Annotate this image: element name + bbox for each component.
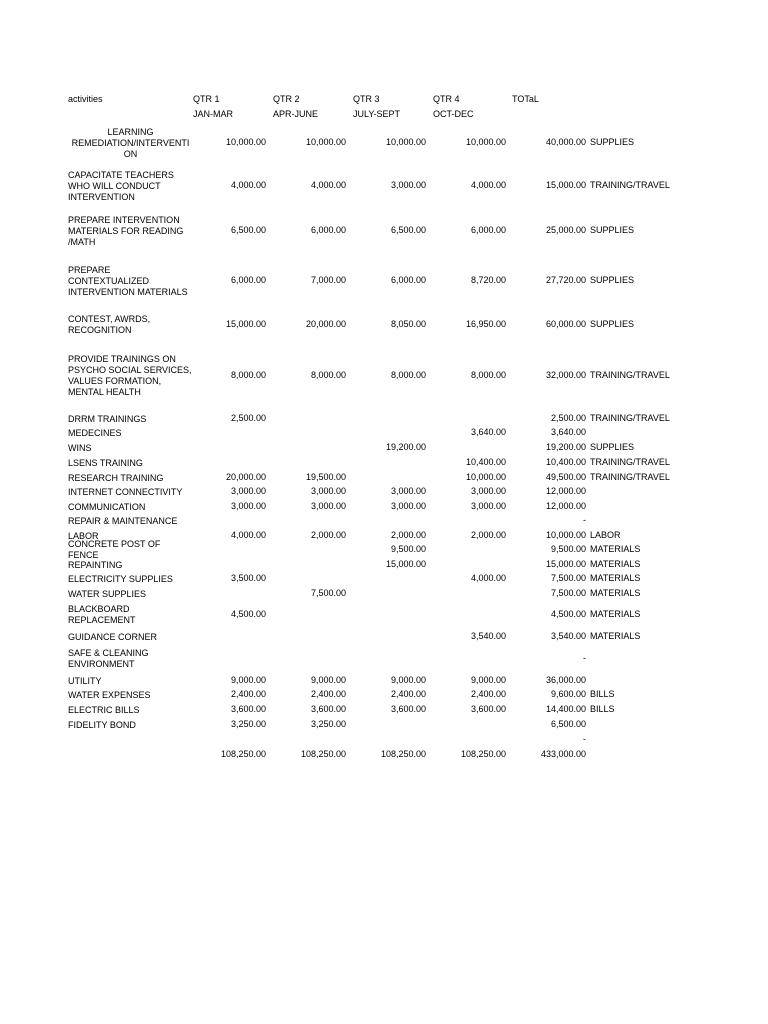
amount-q3: 6,500.00 bbox=[390, 225, 426, 235]
amount-q2: 7,500.00 bbox=[310, 588, 346, 598]
amount-q1: 4,000.00 bbox=[230, 530, 266, 540]
amount-q1: 6,500.00 bbox=[230, 225, 266, 235]
category-label: MATERIALS bbox=[590, 588, 641, 598]
amount-total: 6,500.00 bbox=[550, 719, 586, 729]
activity-label: CONCRETE POST OF FENCE bbox=[68, 539, 161, 560]
amount-q2: 4,000.00 bbox=[310, 180, 346, 190]
amount-q1: 20,000.00 bbox=[225, 472, 266, 482]
amount-q1: 15,000.00 bbox=[225, 319, 266, 329]
amount-q1: 2,400.00 bbox=[230, 689, 266, 699]
activity-label: GUIDANCE CORNER bbox=[68, 631, 158, 642]
category-label: LABOR bbox=[590, 530, 621, 540]
amount-q3: 8,000.00 bbox=[390, 370, 426, 380]
amount-q1: 4,500.00 bbox=[230, 609, 266, 619]
amount-q1: 4,000.00 bbox=[230, 180, 266, 190]
amount-total: 15,000.00 bbox=[545, 559, 586, 569]
amount-q2: 3,000.00 bbox=[310, 486, 346, 496]
amount-q3: 9,500.00 bbox=[390, 544, 426, 554]
category-label: MATERIALS bbox=[590, 559, 641, 569]
category-label: SUPPLIES bbox=[590, 275, 635, 285]
amount-total: 2,500.00 bbox=[550, 413, 586, 423]
amount-q2: 7,000.00 bbox=[310, 275, 346, 285]
amount-total: - bbox=[583, 515, 586, 525]
amount-q3: 3,600.00 bbox=[390, 704, 426, 714]
amount-q2: 10,000.00 bbox=[305, 137, 346, 147]
amount-q1: 9,000.00 bbox=[230, 675, 266, 685]
amount-q1: 2,500.00 bbox=[230, 413, 266, 423]
amount-q1: 8,000.00 bbox=[230, 370, 266, 380]
amount-q2: 8,000.00 bbox=[310, 370, 346, 380]
amount-q3: 2,400.00 bbox=[390, 689, 426, 699]
amount-q1: 3,600.00 bbox=[230, 704, 266, 714]
amount-total: 10,000.00 bbox=[545, 530, 586, 540]
amount-q3: 8,050.00 bbox=[390, 319, 426, 329]
amount-total: 7,500.00 bbox=[550, 588, 586, 598]
activity-label: MEDECINES bbox=[68, 427, 122, 438]
amount-total: 36,000.00 bbox=[545, 675, 586, 685]
grand-total-q3: 108,250.00 bbox=[380, 749, 426, 759]
amount-total: 7,500.00 bbox=[550, 573, 586, 583]
amount-q1: 3,000.00 bbox=[230, 486, 266, 496]
amount-q4: 4,000.00 bbox=[470, 573, 506, 583]
category-label: MATERIALS bbox=[590, 631, 641, 641]
amount-q1: 3,000.00 bbox=[230, 501, 266, 511]
amount-total: 3,540.00 bbox=[550, 631, 586, 641]
activity-label: RESEARCH TRAINING bbox=[68, 472, 164, 483]
activity-label: INTERNET CONNECTIVITY bbox=[68, 486, 183, 497]
activity-label: WATER EXPENSES bbox=[68, 689, 151, 700]
category-label: SUPPLIES bbox=[590, 442, 635, 452]
header-qtr2-months: APR-JUNE bbox=[273, 109, 319, 119]
activity-label: COMMUNICATION bbox=[68, 501, 146, 512]
activity-label: REPAINTING bbox=[68, 559, 123, 570]
activity-label: ELECTRIC BILLS bbox=[68, 704, 140, 715]
amount-total: 10,400.00 bbox=[545, 457, 586, 467]
amount-total: 9,500.00 bbox=[550, 544, 586, 554]
amount-total: 9,600.00 bbox=[550, 689, 586, 699]
header-qtr1: QTR 1 bbox=[193, 94, 220, 104]
header-qtr2: QTR 2 bbox=[273, 94, 300, 104]
amount-total: 19,200.00 bbox=[545, 442, 586, 452]
activity-label: PROVIDE TRAININGS ON PSYCHO SOCIAL SERVICES, VALUES FORMATION, MENTAL HEALTH bbox=[68, 354, 192, 397]
category-label: SUPPLIES bbox=[590, 225, 635, 235]
amount-total: 12,000.00 bbox=[545, 486, 586, 496]
amount-total: 25,000.00 bbox=[545, 225, 586, 235]
amount-q1: 3,500.00 bbox=[230, 573, 266, 583]
amount-total: 60,000.00 bbox=[545, 319, 586, 329]
amount-q4: 6,000.00 bbox=[470, 225, 506, 235]
amount-q1: 10,000.00 bbox=[225, 137, 266, 147]
category-label: MATERIALS bbox=[590, 609, 641, 619]
amount-q4: 3,600.00 bbox=[470, 704, 506, 714]
amount-total: 3,640.00 bbox=[550, 427, 586, 437]
activity-label: PREPARE INTERVENTION MATERIALS FOR READING /MATH bbox=[68, 214, 184, 247]
amount-q4: 16,950.00 bbox=[465, 319, 506, 329]
category-label: MATERIALS bbox=[590, 544, 641, 554]
amount-q2: 2,400.00 bbox=[310, 689, 346, 699]
amount-q4: 8,720.00 bbox=[470, 275, 506, 285]
amount-q3: 19,200.00 bbox=[385, 442, 426, 452]
activity-label: ELECTRICITY SUPPLIES bbox=[68, 573, 173, 584]
amount-q3: 3,000.00 bbox=[390, 180, 426, 190]
amount-q3: 9,000.00 bbox=[390, 675, 426, 685]
amount-q1: 6,000.00 bbox=[230, 275, 266, 285]
activity-label: LEARNING REMEDIATION/INTERVENTI ON bbox=[71, 126, 190, 159]
amount-q3: 6,000.00 bbox=[390, 275, 426, 285]
amount-q3: 15,000.00 bbox=[385, 559, 426, 569]
amount-q4: 3,000.00 bbox=[470, 486, 506, 496]
header-qtr1-months: JAN-MAR bbox=[193, 109, 233, 119]
header-total: TOTaL bbox=[512, 94, 539, 104]
activity-label: UTILITY bbox=[68, 675, 102, 686]
activity-label: WATER SUPPLIES bbox=[68, 588, 147, 599]
amount-q3: 3,000.00 bbox=[390, 486, 426, 496]
amount-total: 27,720.00 bbox=[545, 275, 586, 285]
category-label: BILLS bbox=[590, 689, 615, 699]
amount-q2: 3,600.00 bbox=[310, 704, 346, 714]
amount-q4: 10,000.00 bbox=[465, 472, 506, 482]
header-qtr4: QTR 4 bbox=[433, 94, 460, 104]
amount-q4: 8,000.00 bbox=[470, 370, 506, 380]
amount-total: 40,000.00 bbox=[545, 137, 586, 147]
amount-q2: 3,000.00 bbox=[310, 501, 346, 511]
amount-q2: 2,000.00 bbox=[310, 530, 346, 540]
activity-label: WINS bbox=[68, 442, 92, 453]
activity-label: SAFE & CLEANING ENVIRONMENT bbox=[68, 648, 149, 669]
amount-q3: 10,000.00 bbox=[385, 137, 426, 147]
category-label: SUPPLIES bbox=[590, 137, 635, 147]
amount-total: 49,500.00 bbox=[545, 472, 586, 482]
amount-total: 32,000.00 bbox=[545, 370, 586, 380]
amount-q2: 3,250.00 bbox=[310, 719, 346, 729]
amount-q4: 3,540.00 bbox=[470, 631, 506, 641]
amount-q3: 2,000.00 bbox=[390, 530, 426, 540]
activity-label: BLACKBOARD REPLACEMENT bbox=[68, 604, 136, 625]
category-label: TRAINING/TRAVEL bbox=[590, 370, 670, 380]
category-label: SUPPLIES bbox=[590, 319, 635, 329]
activity-label: PREPARE CONTEXTUALIZED INTERVENTION MATERIALS bbox=[68, 264, 188, 297]
amount-q1: 3,250.00 bbox=[230, 719, 266, 729]
amount-total: - bbox=[583, 734, 586, 744]
category-label: TRAINING/TRAVEL bbox=[590, 472, 670, 482]
amount-q4: 3,000.00 bbox=[470, 501, 506, 511]
activity-label: REPAIR & MAINTENANCE bbox=[68, 515, 178, 526]
amount-q2: 9,000.00 bbox=[310, 675, 346, 685]
grand-total-all: 433,000.00 bbox=[540, 749, 586, 759]
amount-q4: 3,640.00 bbox=[470, 427, 506, 437]
amount-q2: 20,000.00 bbox=[305, 319, 346, 329]
amount-total: - bbox=[583, 653, 586, 663]
activity-label: CONTEST, AWRDS, RECOGNITION bbox=[68, 314, 151, 335]
grand-total-q2: 108,250.00 bbox=[300, 749, 346, 759]
amount-q4: 2,400.00 bbox=[470, 689, 506, 699]
amount-total: 4,500.00 bbox=[550, 609, 586, 619]
amount-q4: 10,000.00 bbox=[465, 137, 506, 147]
category-label: TRAINING/TRAVEL bbox=[590, 180, 670, 190]
amount-total: 12,000.00 bbox=[545, 501, 586, 511]
activity-label: LSENS TRAINING bbox=[68, 457, 143, 468]
grand-total-q1: 108,250.00 bbox=[220, 749, 266, 759]
category-label: TRAINING/TRAVEL bbox=[590, 457, 670, 467]
amount-q3: 3,000.00 bbox=[390, 501, 426, 511]
category-label: TRAINING/TRAVEL bbox=[590, 413, 670, 423]
category-label: MATERIALS bbox=[590, 573, 641, 583]
activity-label: CAPACITATE TEACHERS WHO WILL CONDUCT INTERVENTION bbox=[68, 169, 174, 202]
header-activities: activities bbox=[68, 94, 103, 104]
category-label: BILLS bbox=[590, 704, 615, 714]
grand-total-q4: 108,250.00 bbox=[460, 749, 506, 759]
header-qtr3: QTR 3 bbox=[353, 94, 380, 104]
amount-q2: 19,500.00 bbox=[305, 472, 346, 482]
amount-q2: 6,000.00 bbox=[310, 225, 346, 235]
header-qtr3-months: JULY-SEPT bbox=[353, 109, 401, 119]
amount-q4: 10,400.00 bbox=[465, 457, 506, 467]
amount-total: 14,400.00 bbox=[545, 704, 586, 714]
activity-label: DRRM TRAININGS bbox=[68, 413, 147, 424]
activity-label: LABOR bbox=[68, 530, 99, 541]
amount-q4: 2,000.00 bbox=[470, 530, 506, 540]
activity-label: FIDELITY BOND bbox=[68, 719, 136, 730]
amount-total: 15,000.00 bbox=[545, 180, 586, 190]
amount-q4: 9,000.00 bbox=[470, 675, 506, 685]
amount-q4: 4,000.00 bbox=[470, 180, 506, 190]
header-qtr4-months: OCT-DEC bbox=[433, 109, 474, 119]
